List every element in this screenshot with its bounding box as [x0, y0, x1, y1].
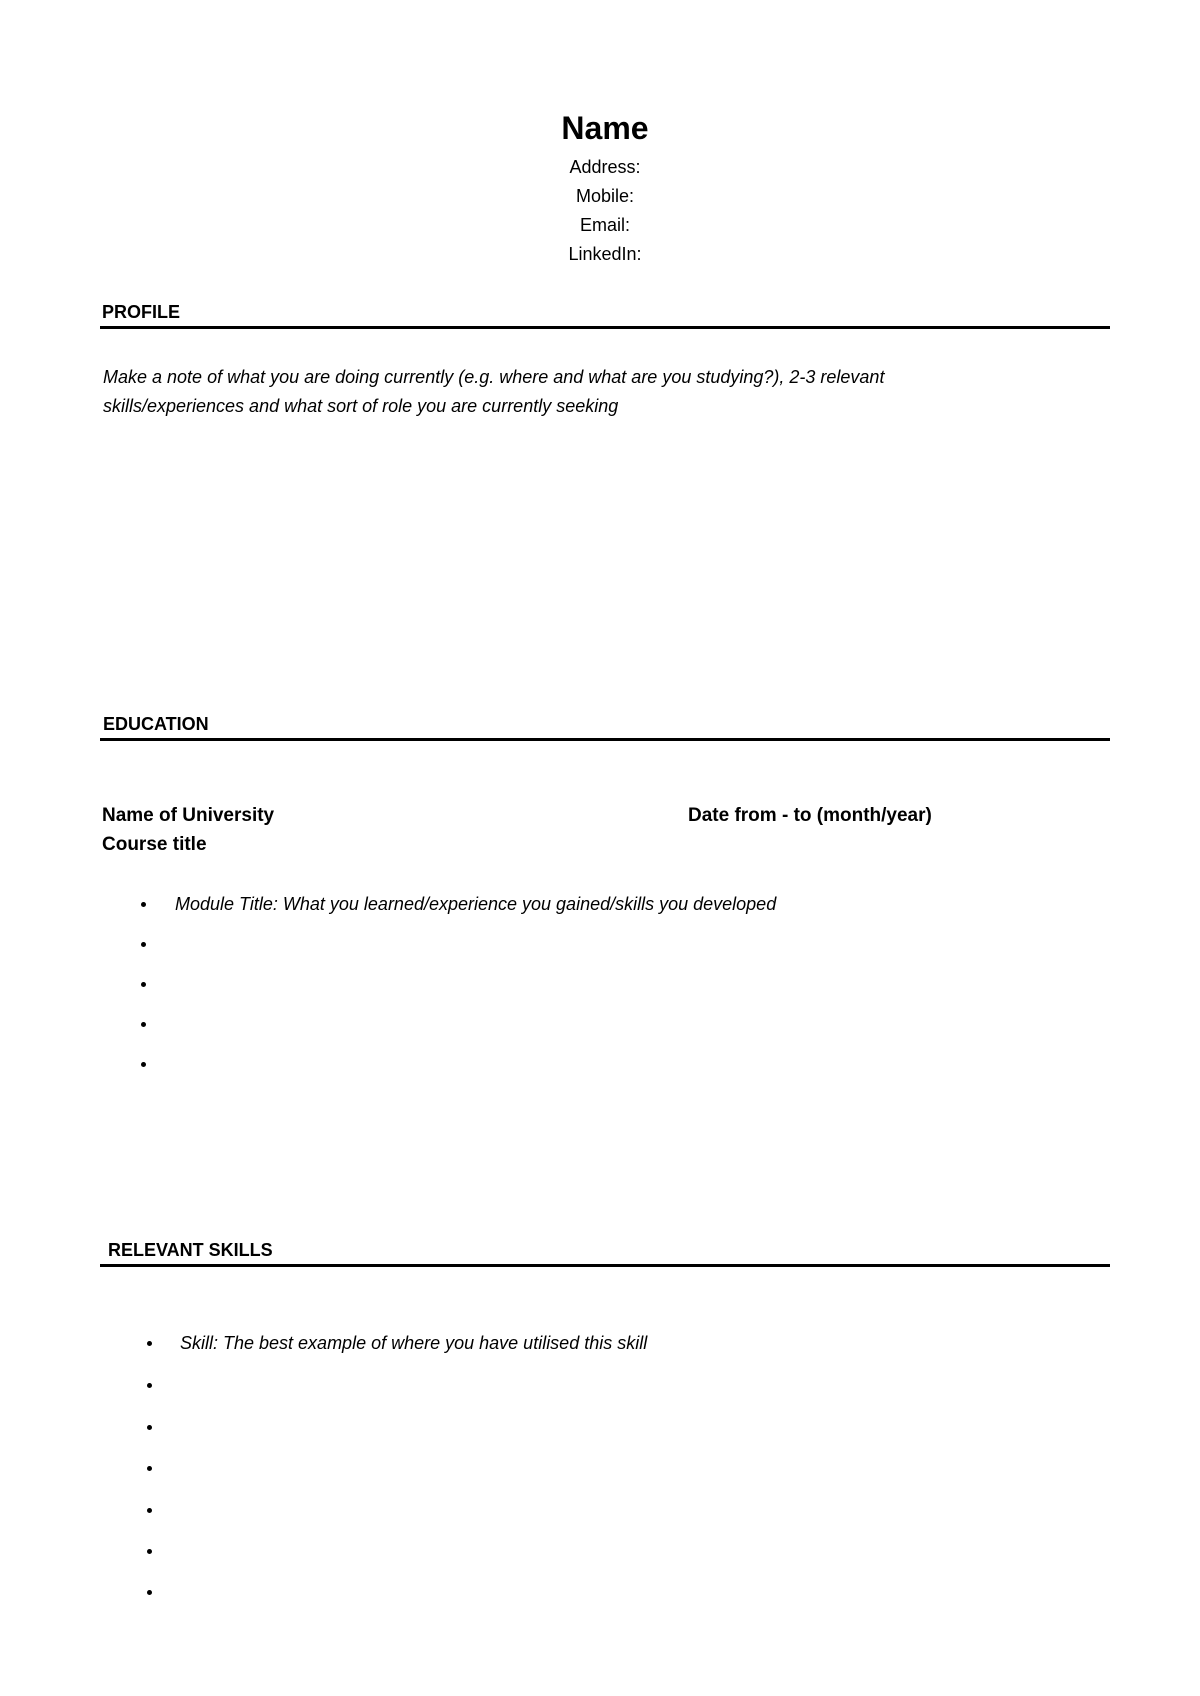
bullet-icon [147, 1425, 152, 1430]
education-divider [100, 738, 1110, 741]
profile-title: PROFILE [102, 302, 181, 322]
bullet-icon [141, 942, 146, 947]
skills-divider [100, 1264, 1110, 1267]
list-item-text: Skill: The best example of where you have utilised this skill [180, 1333, 648, 1353]
profile-divider [100, 326, 1110, 329]
mobile-line: Mobile: [575, 186, 635, 206]
bullet-icon [147, 1549, 152, 1554]
bullet-icon [147, 1341, 152, 1346]
email-line: Email: [579, 215, 630, 235]
bullet-icon [147, 1383, 152, 1388]
bullet-icon [147, 1466, 152, 1471]
university-name: Name of University [102, 805, 275, 826]
skills-title: RELEVANT SKILLS [108, 1240, 273, 1260]
bullet-icon [141, 982, 146, 987]
bullet-icon [141, 1062, 146, 1067]
linkedin-line: LinkedIn: [568, 244, 642, 264]
address-line: Address: [569, 157, 641, 177]
list-item-text: Module Title: What you learned/experience you gained/skills you developed [175, 894, 777, 914]
education-dates: Date from - to (month/year) [688, 805, 932, 826]
name-heading: Name [561, 110, 649, 146]
profile-text: Make a note of what you are doing currently (e.g. where and what are you studying?), 2-3 relevant skills/experiences and what sort of role you are currently seeking [103, 367, 885, 416]
course-title: Course title [102, 834, 207, 855]
bullet-icon [147, 1508, 152, 1513]
bullet-icon [141, 902, 146, 907]
education-title: EDUCATION [103, 714, 209, 734]
bullet-icon [147, 1590, 152, 1595]
bullet-icon [141, 1022, 146, 1027]
